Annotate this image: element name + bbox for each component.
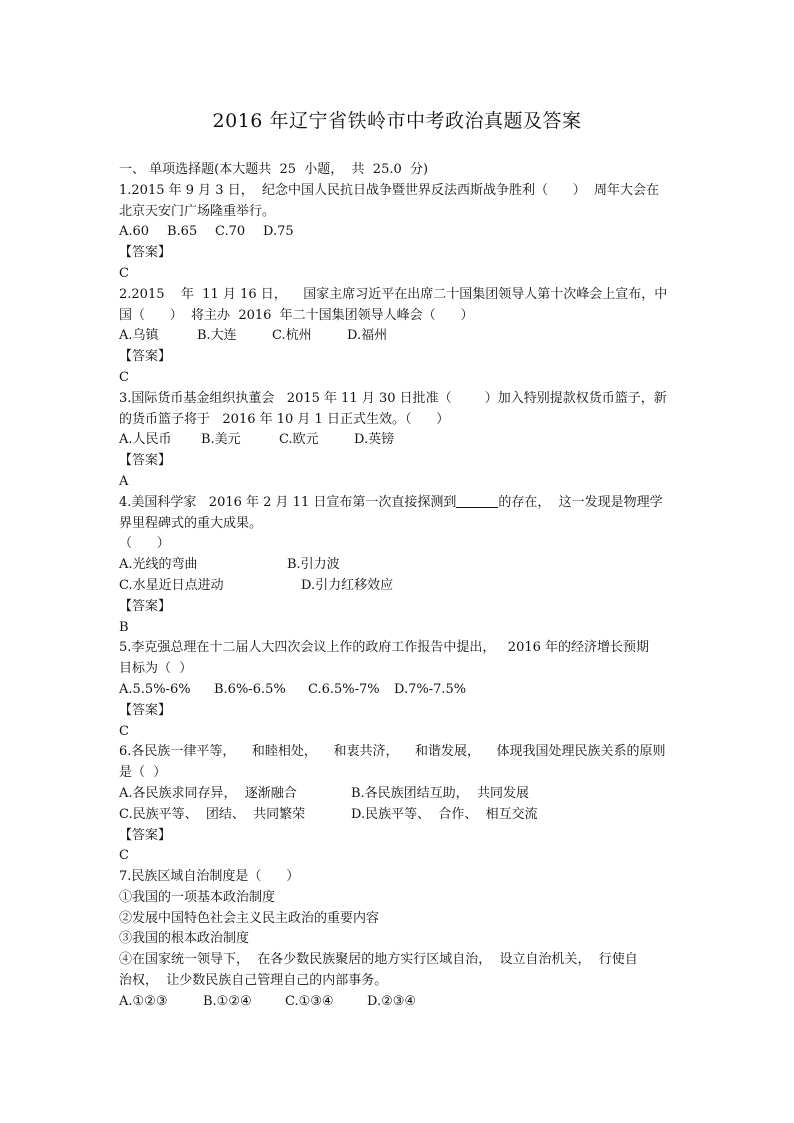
answer-label: 【答案】 xyxy=(119,702,172,718)
statement-item: ④在国家统一领导下， 在各少数民族聚居的地方实行区域自治， 设立自治机关， 行使自 xyxy=(119,952,638,968)
stem-part: 的存在， 这一发现是物理学 xyxy=(498,494,663,510)
question-stem: 7.民族区域自治制度是（ ） xyxy=(119,869,300,885)
question-stem xyxy=(119,493,679,514)
question-6 xyxy=(119,742,679,867)
option-d: D.75 xyxy=(263,224,294,240)
statement-item: 治权， 让少数民族自己管理自己的内部事务。 xyxy=(119,973,388,989)
option-d: D.福州 xyxy=(347,328,388,344)
option-c: C.①③④ xyxy=(285,993,334,1009)
statement-item: ①我国的一项基本政治制度 xyxy=(119,889,276,905)
section-header: 一、 单项选择题(本大题共 25 小题， 共 25.0 分) xyxy=(119,162,429,177)
fill-blank xyxy=(456,493,498,508)
question-1 xyxy=(119,181,679,285)
option-a: A.60 xyxy=(119,224,150,240)
options-row xyxy=(119,680,679,701)
question-5 xyxy=(119,638,679,742)
answer-label: 【答案】 xyxy=(119,245,172,261)
question-list xyxy=(119,160,679,1013)
option-d: D.②③④ xyxy=(367,993,417,1009)
question-7 xyxy=(119,867,679,1013)
page-title: 2016 年辽宁省铁岭市中考政治真题及答案 xyxy=(212,110,582,132)
option-a: A.5.5%-6% xyxy=(119,681,191,697)
statement-item: ③我国的根本政治制度 xyxy=(119,931,250,947)
answer-label: 【答案】 xyxy=(119,827,172,843)
answer-value: A xyxy=(119,473,129,489)
option-a: A.光线的弯曲 xyxy=(119,557,198,573)
option-a: A.①②③ xyxy=(119,993,168,1009)
question-3 xyxy=(119,389,679,493)
option-b: B.65 xyxy=(167,224,198,240)
option-b: B.引力波 xyxy=(287,557,340,573)
options-row xyxy=(119,992,679,1013)
option-d: D.英镑 xyxy=(354,432,395,448)
options-row xyxy=(119,222,679,243)
option-d: D.引力红移效应 xyxy=(301,577,394,593)
answer-value: C xyxy=(119,723,129,739)
question-stem: 北京天安门广场隆重举行。 xyxy=(119,203,276,219)
question-stem: 2.2015 年 11 月 16 日， 国家主席习近平在出席二十国集团领导人第十次峰会上宣布，中 xyxy=(119,286,668,302)
question-stem: 1.2015 年 9 月 3 日， 纪念中国人民抗日战争暨世界反法西斯战争胜利（ ） 周年大会在 xyxy=(119,182,660,198)
question-stem: 3.国际货币基金组织执董会 2015 年 11 月 30 日批准（ ）加入特别提款权货币篮子，新 xyxy=(119,390,667,406)
question-stem: 目标为（ ） xyxy=(119,661,193,677)
answer-value: C xyxy=(119,265,129,281)
answer-label: 【答案】 xyxy=(119,598,172,614)
options-row xyxy=(119,784,679,805)
options-row xyxy=(119,326,679,347)
option-b: B.美元 xyxy=(201,432,241,448)
options-row xyxy=(119,555,679,576)
question-stem: 是（ ） xyxy=(119,765,167,781)
answer-label: 【答案】 xyxy=(119,453,172,469)
option-b: B.大连 xyxy=(197,328,237,344)
question-2 xyxy=(119,285,679,389)
question-stem: 界里程碑式的重大成果。 xyxy=(119,515,263,531)
answer-value: C xyxy=(119,848,129,864)
question-stem: 6.各民族一律平等， 和睦相处， 和衷共济， 和谐发展， 体现我国处理民族关系的原则 xyxy=(119,744,666,760)
option-c: C.水星近日点进动 xyxy=(119,577,224,593)
answer-value: B xyxy=(119,619,129,635)
option-b: B.①②④ xyxy=(203,993,252,1009)
option-b: B.各民族团结互助， 共同发展 xyxy=(351,785,529,801)
option-c: C.欧元 xyxy=(279,432,319,448)
options-row xyxy=(119,805,679,826)
stem-part: 4.美国科学家 2016 年 2 月 11 日宣布第一次直接探测到 xyxy=(119,494,457,510)
question-stem: （ ） xyxy=(119,536,170,552)
question-4 xyxy=(119,493,679,639)
option-d: D.7%-7.5% xyxy=(394,681,467,697)
answer-value: C xyxy=(119,369,129,385)
option-c: C.6.5%-7% xyxy=(308,681,380,697)
option-c: C.70 xyxy=(215,224,246,240)
option-b: B.6%-6.5% xyxy=(214,681,286,697)
statement-item: ②发展中国特色社会主义民主政治的重要内容 xyxy=(119,910,380,926)
option-a: A.人民币 xyxy=(119,432,172,448)
options-row xyxy=(119,576,679,597)
option-c: C.民族平等、 团结、 共同繁荣 xyxy=(119,806,306,822)
question-stem: 的货币篮子将于 2016 年 10 月 1 日正式生效。（ ） xyxy=(119,411,450,427)
option-a: A.各民族求同存异， 逐渐融合 xyxy=(119,785,297,801)
option-c: C.杭州 xyxy=(272,328,312,344)
question-stem: 5.李克强总理在十二届人大四次会议上作的政府工作报告中提出， 2016 年的经济增长预期 xyxy=(119,640,650,656)
answer-label: 【答案】 xyxy=(119,349,172,365)
option-d: D.民族平等、 合作、 相互交流 xyxy=(351,806,538,822)
question-stem: 国（ ） 将主办 2016 年二十国集团领导人峰会（ ） xyxy=(119,307,474,323)
option-a: A.乌镇 xyxy=(119,328,159,344)
options-row xyxy=(119,430,679,451)
